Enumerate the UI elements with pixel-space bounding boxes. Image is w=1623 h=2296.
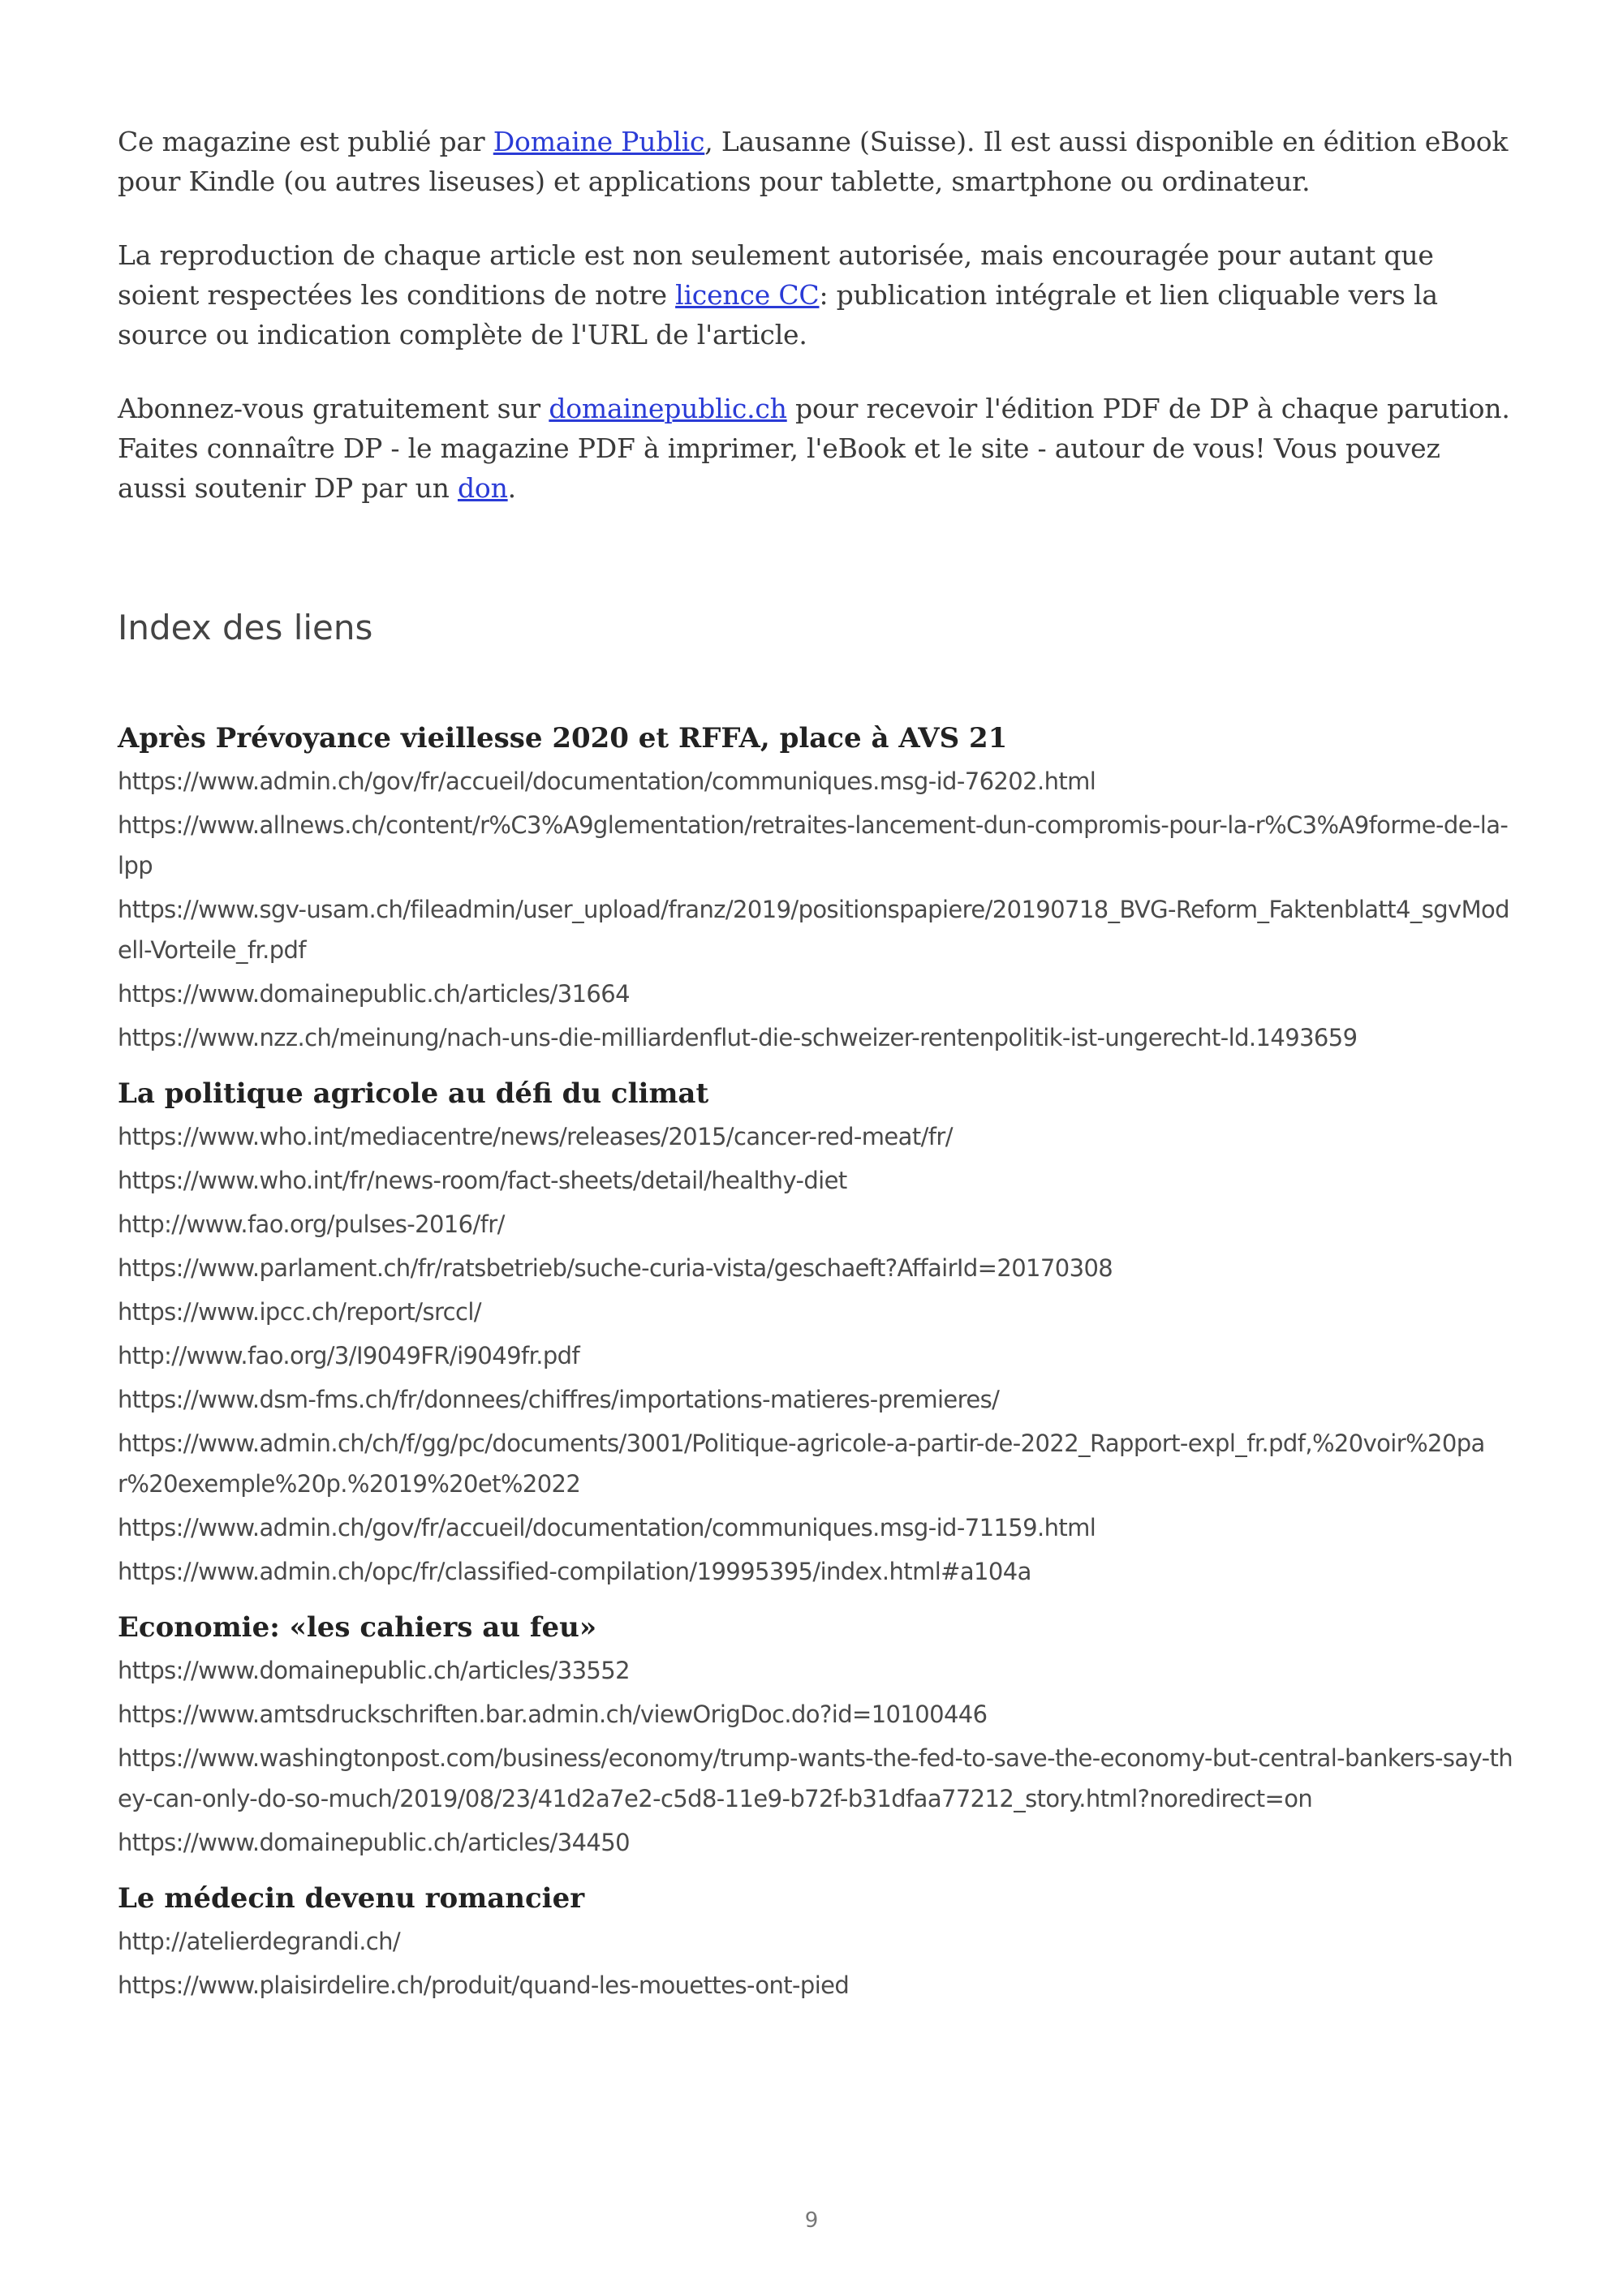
url-link[interactable]: http://www.fao.org/pulses-2016/fr/ bbox=[118, 1210, 505, 1238]
url-link[interactable]: https://www.dsm-fms.ch/fr/donnees/chiffres/importations-matieres-premieres/ bbox=[118, 1386, 1000, 1413]
url-link[interactable]: https://www.admin.ch/ch/f/gg/pc/documents/3001/Politique-agricole-a-partir-de-2022_Rapport-expl_fr.pdf,%20voir%20par%20exemple%20p.%2019%20et%2022 bbox=[118, 1430, 1485, 1498]
index-title: Index des liens bbox=[118, 608, 373, 647]
domainepublic-link[interactable]: domainepublic.ch bbox=[549, 393, 787, 424]
url-link[interactable]: https://www.allnews.ch/content/r%C3%A9glementation/retraites-lancement-dun-compromis-pour-la-r%C3%A9forme-de-la-lpp bbox=[118, 811, 1509, 879]
url-link[interactable]: https://www.who.int/fr/news-room/fact-sheets/detail/healthy-diet bbox=[118, 1167, 847, 1194]
page-number: 9 bbox=[804, 2208, 819, 2233]
url-link[interactable]: https://www.domainepublic.ch/articles/31664 bbox=[118, 980, 630, 1008]
url-link[interactable]: https://www.admin.ch/gov/fr/accueil/documentation/communiques.msg-id-71159.html bbox=[118, 1514, 1096, 1541]
link-section bbox=[118, 717, 1513, 1058]
intro-paragraph-subscribe bbox=[118, 389, 1513, 508]
intro-p2-after: : publication intégrale et lien cliquable vers la source ou indication complète de l'URL de l'article. bbox=[118, 279, 1438, 350]
url-link[interactable]: https://www.amtsdruckschriften.bar.admin.ch/viewOrigDoc.do?id=10100446 bbox=[118, 1701, 988, 1728]
url-link[interactable]: https://www.nzz.ch/meinung/nach-uns-die-milliardenflut-die-schweizer-rentenpolitik-ist-ungerecht-ld.1493659 bbox=[118, 1024, 1358, 1051]
url-link[interactable]: https://www.parlament.ch/fr/ratsbetrieb/suche-curia-vista/geschaeft?AffairId=20170308 bbox=[118, 1254, 1113, 1282]
link-list bbox=[118, 1921, 1513, 2006]
document-page bbox=[118, 122, 1513, 2020]
intro-p1-after: , Lausanne (Suisse). Il est aussi disponible en édition eBook pour Kindle (ou autres liseuses) et applications pour tablette, smartphone ou ordinateur. bbox=[118, 126, 1509, 197]
link-index-sections bbox=[118, 717, 1513, 2006]
url-link[interactable]: http://www.fao.org/3/I9049FR/i9049fr.pdf bbox=[118, 1342, 580, 1369]
domaine-public-link[interactable]: Domaine Public bbox=[493, 126, 705, 157]
licence-cc-link[interactable]: licence CC bbox=[675, 279, 820, 311]
intro-p3-before: Abonnez-vous gratuitement sur bbox=[118, 393, 549, 424]
link-list bbox=[118, 1116, 1513, 1592]
link-section bbox=[118, 1606, 1513, 1863]
url-link[interactable]: https://www.domainepublic.ch/articles/34450 bbox=[118, 1829, 630, 1856]
url-link[interactable]: https://www.admin.ch/opc/fr/classified-compilation/19995395/index.html#a104a bbox=[118, 1558, 1031, 1585]
url-link[interactable]: https://www.plaisirdelire.ch/produit/quand-les-mouettes-ont-pied bbox=[118, 1971, 850, 1999]
section-title: Le médecin devenu romancier bbox=[118, 1882, 585, 1915]
don-link[interactable]: don bbox=[457, 472, 508, 504]
intro-p3-middle: pour recevoir l'édition PDF de DP à chaque parution. Faites connaître DP - le magazine PDF à imprimer, l'eBook et le site - autour de vous! Vous pouvez aussi soutenir DP par un bbox=[118, 393, 1510, 504]
url-link[interactable]: https://www.who.int/mediacentre/news/releases/2015/cancer-red-meat/fr/ bbox=[118, 1123, 953, 1150]
url-link[interactable]: https://www.sgv-usam.ch/fileadmin/user_upload/franz/2019/positionspapiere/20190718_BVG-Reform_Faktenblatt4_sgvModell-Vorteile_fr.pdf bbox=[118, 896, 1509, 964]
intro-paragraph-license bbox=[118, 235, 1513, 355]
url-link[interactable]: https://www.ipcc.ch/report/srccl/ bbox=[118, 1298, 481, 1326]
intro-paragraph-publisher bbox=[118, 122, 1513, 201]
intro-p3-after: . bbox=[507, 472, 516, 504]
section-title: La politique agricole au défi du climat bbox=[118, 1077, 709, 1110]
section-title: Economie: «les cahiers au feu» bbox=[118, 1611, 597, 1644]
url-link[interactable]: https://www.washingtonpost.com/business/economy/trump-wants-the-fed-to-save-the-economy-but-central-bankers-say-they-can-only-do-so-much/2019/08/23/41d2a7e2-c5d8-11e9-b72f-b31dfaa77212_story.html?noredirect=on bbox=[118, 1744, 1513, 1812]
link-list bbox=[118, 1650, 1513, 1863]
url-link[interactable]: http://atelierdegrandi.ch/ bbox=[118, 1928, 401, 1955]
link-list bbox=[118, 761, 1513, 1058]
link-section bbox=[118, 1877, 1513, 2006]
section-title: Après Prévoyance vieillesse 2020 et RFFA, place à AVS 21 bbox=[118, 722, 1008, 755]
link-section bbox=[118, 1073, 1513, 1592]
url-link[interactable]: https://www.admin.ch/gov/fr/accueil/documentation/communiques.msg-id-76202.html bbox=[118, 767, 1096, 795]
url-link[interactable]: https://www.domainepublic.ch/articles/33552 bbox=[118, 1657, 630, 1684]
intro-p1-before: Ce magazine est publié par bbox=[118, 126, 493, 157]
intro-p2-before: La reproduction de chaque article est non seulement autorisée, mais encouragée pour autant que soient respectées les conditions de notre bbox=[118, 239, 1434, 311]
